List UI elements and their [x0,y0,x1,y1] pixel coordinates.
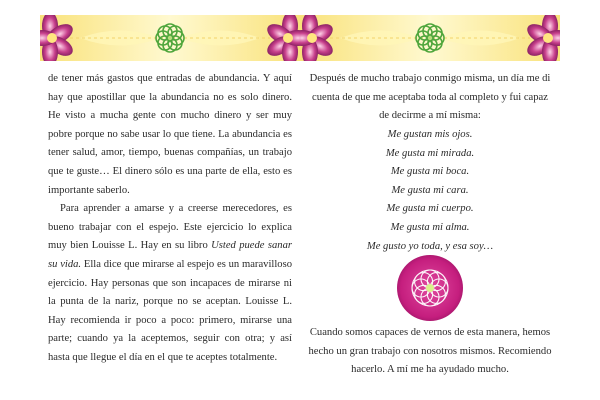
right-page-outro: Cuando somos capaces de vernos de esta manera, hemos hecho un gran trabajo con nosotros mismos. Recomiendo hacerlo. A mí me ha ayudado mucho. [308,327,552,376]
affirmation-line: Me gustan mis ojos. [387,129,473,140]
paragraph-1: de tener más gastos que entradas de abundancia. Y aquí hay que apostillar que la abundancia no es solo dinero. He visto a mucha gente con mucho dinero y ser muy pobre porque no sabe usar lo que tiene. La abundancia es tener salud, amor, tiempo, buenas compañías, un trabajo que te guste… El dinero sólo es una parte de ella, esto es importante saberlo. [48,73,292,196]
decorative-banner-left [40,15,300,61]
affirmation-line: Me gusta mi boca. [390,166,470,178]
affirmation-line: Me gusto yo toda, y esa soy… [366,240,494,252]
affirmation-line: Me gusta mi mirada. [385,147,475,159]
paragraph-2: Para aprender a amarse y a creerse merecedores, es bueno trabajar con el espejo. Este ejercicio lo explica muy bien Louisse L. Hay en su libro Usted puede sanar su vida. Ella dice que mirarse al espejo es un maravilloso ejercicio. Hay personas que son incapaces de mirarse ni la punta de la nariz, porque no se aceptan. Louisse L. Hay recomienda ir poco a poco: primero, mirarse una parte; cuando ya la aceptemos, seguir con otra; y así hasta que llegue el día en el que te aceptes totalmente. [48,203,292,363]
book-title: Usted puede sanar su vida. [48,240,292,270]
affirmations-list [308,126,552,256]
flower-banner-icon [40,15,300,61]
right-page [300,0,560,400]
affirmation-line: Me gusta mi alma. [390,221,470,233]
right-page-intro: Después de mucho trabajo conmigo misma, un día me di cuenta de que me aceptaba toda al completo y fui capaz de decirme a mí misma: [309,73,551,122]
left-page-text [48,70,292,368]
affirmation-line: Me gusta mi cuerpo. [386,203,474,215]
flower-banner-icon [300,15,560,61]
decorative-banner-right [300,15,560,61]
left-page [40,0,300,400]
affirmation-line: Me gusta mi cara. [391,184,469,196]
mandala-icon [396,254,464,322]
